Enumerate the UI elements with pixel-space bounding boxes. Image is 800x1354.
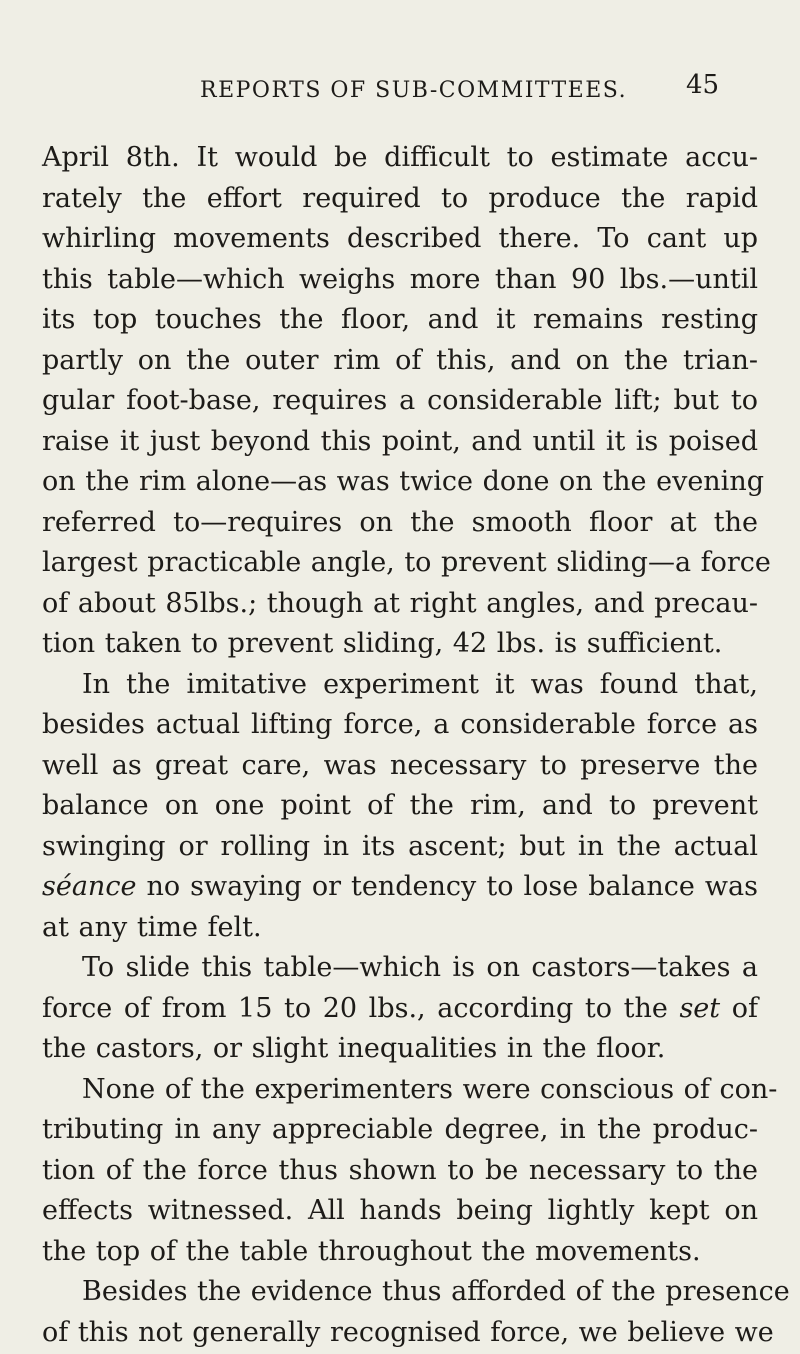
text-line: April 8th. It would be difficult to estimate accu-: [42, 142, 758, 173]
text-line: balance on one point of the rim, and to prevent: [42, 790, 758, 821]
text-line: the castors, or slight inequalities in the floor.: [42, 1033, 666, 1064]
text-line: partly on the outer rim of this, and on the trian-: [42, 344, 758, 376]
italic-word-set: set: [679, 992, 721, 1024]
text-line-with-italic: [42, 867, 758, 908]
text-line: rately the effort required to produce the rapid: [42, 182, 758, 214]
text-line: None of the experimenters were conscious of con-: [82, 1073, 778, 1105]
text-line: tion of the force thus shown to be necessary to the: [42, 1154, 758, 1186]
running-head: REPORTS OF SUB-COMMITTEES.: [200, 78, 628, 103]
text-line: well as great care, was necessary to preserve the: [42, 749, 758, 781]
text-line: referred to—requires on the smooth floor at the: [42, 506, 758, 538]
text-line: tributing in any appreciable degree, in the produc-: [42, 1114, 758, 1145]
text-segment: no swaying or tendency to lose balance was: [146, 871, 758, 902]
text-line: of this not generally recognised force, we believe we: [42, 1316, 774, 1348]
text-line: effects witnessed. All hands being lightly kept on: [42, 1195, 758, 1226]
text-line: the top of the table throughout the movements.: [42, 1235, 701, 1267]
text-line: largest practicable angle, to prevent sliding—a force: [42, 547, 771, 578]
text-line: its top touches the floor, and it remains resting: [42, 304, 758, 335]
text-line: tion taken to prevent sliding, 42 lbs. is sufficient.: [42, 628, 723, 659]
body-text: [42, 138, 790, 1353]
text-line: whirling movements described there. To cant up: [42, 223, 758, 254]
text-line: Besides the evidence thus afforded of the presence: [82, 1276, 790, 1307]
italic-word-seance: séance: [42, 871, 137, 902]
text-line: on the rim alone—as was twice done on the evening: [42, 466, 764, 497]
text-line: In the imitative experiment it was found that,: [82, 668, 758, 700]
text-segment: of: [731, 992, 758, 1024]
text-line: besides actual lifting force, a considerable force as: [42, 709, 758, 740]
text-line-with-italic: [42, 989, 758, 1030]
text-line: gular foot-base, requires a considerable lift; but to: [42, 385, 758, 416]
text-line: To slide this table—which is on castors—takes a: [82, 952, 758, 983]
text-line: swinging or rolling in its ascent; but in the actual: [42, 830, 758, 862]
text-segment: force of from 15 to 20 lbs., according to the: [42, 992, 668, 1024]
text-line: at any time felt.: [42, 911, 262, 943]
text-line: raise it just beyond this point, and until it is poised: [42, 425, 758, 457]
page-number: 45: [686, 70, 720, 100]
text-line: this table—which weighs more than 90 lbs.—until: [42, 263, 758, 295]
text-line: of about 85lbs.; though at right angles, and precau-: [42, 587, 758, 619]
